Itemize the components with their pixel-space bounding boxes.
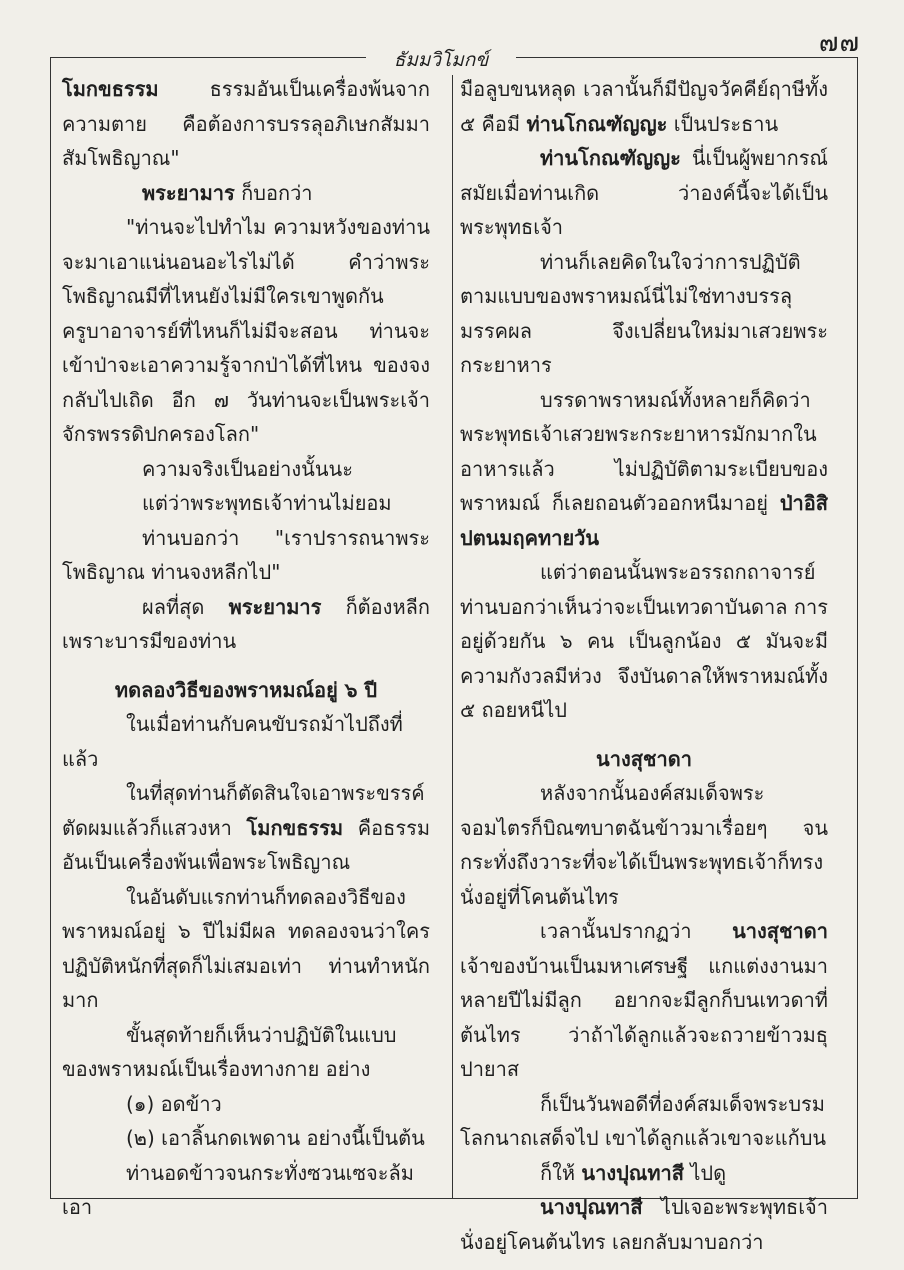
section-heading: นางสุชาดา — [596, 746, 692, 771]
paragraph: แต่ว่าตอนนั้นพระอรรถกถาจารย์ท่านบอกว่าเห็นว่าจะเป็นเทวดาบันดาล การอยู่ด้วยกัน ๖ คน เป็นลูกน้อง ๕ มันจะมีความกังวลมีห่วง จึงบันดาลให้พราหมณ์ทั้ง ๕ ถอยหนีไป — [460, 560, 828, 722]
text: ก็ต้องหลีก เพราะบารมีของท่าน — [62, 594, 430, 653]
paragraph: ความจริงเป็นอย่างนั้นนะ — [142, 456, 353, 481]
bold-term: โมกขธรรม — [246, 815, 344, 840]
text: ไปดู — [683, 1160, 727, 1185]
bold-term: พระยามาร — [228, 594, 322, 619]
paragraph: ก็เป็นวันพอดีที่องค์สมเด็จพระบรมโลกนาถเสด็จไป เขาได้ลูกแล้วเขาจะแก้บน — [460, 1091, 827, 1150]
text: นี่เป็นผู้พยากรณ์สมัยเมื่อท่านเกิด ว่าองค์นี้จะได้เป็นพระพุทธเจ้า — [460, 146, 828, 239]
text: เป็นประธาน — [667, 111, 779, 136]
bold-term: ท่านโกณฑัญญะ — [540, 146, 681, 170]
paragraph: ขั้นสุดท้ายก็เห็นว่าปฏิบัติในแบบของพราหมณ์เป็นเรื่องทางกาย อย่าง — [62, 1022, 397, 1081]
list-item: (๑) อดข้าว — [126, 1091, 222, 1116]
text: คือธรรมอันเป็นเครื่องพ้นเพื่อพระโพธิญาณ — [62, 815, 431, 874]
paragraph: ท่านบอกว่า "เราปรารถนาพระโพธิญาณ ท่านจงหลีกไป" — [62, 525, 430, 584]
bold-term: พระยามาร — [142, 180, 235, 205]
text: ไปเจอะพระพุทธเจ้านั่งอยู่โคนต้นไทร เลยกลับมาบอกว่า — [460, 1195, 828, 1254]
paragraph — [460, 383, 828, 556]
bold-term: ป่าอิสิปตนมฤคทายวัน — [460, 491, 828, 550]
paragraph — [62, 776, 430, 880]
text: ผลที่สุด — [142, 594, 229, 619]
text: เวลานั้นปรากฏว่า — [540, 919, 733, 943]
bold-term: นางปุณทาสี — [581, 1160, 684, 1185]
paragraph — [460, 141, 828, 245]
column-divider — [452, 57, 453, 1199]
paragraph: ท่านอดข้าวจนกระทั่งซวนเซจะล้ม เอา — [62, 1160, 414, 1219]
page-number: ๗๗ — [818, 28, 860, 58]
text: เจ้าของบ้านเป็นมหาเศรษฐี แกแต่งงานมาหลายปีไม่มีลูก อยากจะมีลูกก็บนเทวดาที่ต้นไทร ว่าถ้าได้ลูกแล้วจะถวายข้าวมธุปายาส — [460, 953, 828, 1081]
paragraph: ในอันดับแรกท่านก็ทดลองวิธีของพราหมณ์อยู่ ๖ ปีไม่มีผล ทดลองจนว่าใครปฏิบัติหนักที่สุดก็ไม่เสมอเท่า ท่านทำหนักมาก — [62, 884, 430, 1012]
left-column — [62, 72, 430, 1225]
paragraph: ในเมื่อท่านกับคนขับรถม้าไปถึงที่แล้ว — [62, 712, 403, 771]
running-header-title: ธัมมวิโมกข์ — [366, 45, 516, 75]
bold-term: ท่านโกณฑัญญะ — [526, 111, 668, 136]
paragraph — [460, 1156, 828, 1191]
paragraph: ท่านก็เลยคิดในใจว่าการปฏิบัติตามแบบของพราหมณ์นี่ไม่ใช่ทางบรรลุมรรคผล จึงเปลี่ยนใหม่มาเสวยพระกระยาหาร — [460, 249, 828, 377]
list-item: (๒) เอาลิ้นกดเพดาน อย่างนี้เป็นต้น — [126, 1126, 425, 1150]
paragraph — [62, 72, 430, 176]
text: ก็ให้ — [540, 1160, 582, 1185]
right-column — [460, 72, 828, 1259]
text: ในที่สุดท่านก็ตัดสินใจเอาพระขรรค์ตัดผมแล้วก็แสวงหา — [62, 781, 425, 840]
paragraph — [460, 914, 828, 1087]
text: มือลูบขนหลุด เวลานั้นก็มีปัญจวัคคีย์ฤาษีทั้ง ๕ คือมี — [460, 77, 828, 136]
bold-term: นางสุชาดา — [732, 919, 828, 943]
bold-term: โมกขธรรม — [62, 77, 159, 101]
bold-term: นางปุณทาสี — [540, 1195, 643, 1219]
paragraph: "ท่านจะไปทำไม ความหวังของท่านจะมาเอาแน่นอนอะไรไม่ได้ คำว่าพระโพธิญาณมีที่ไหนยังไม่มีใครเขาพูดกัน ครูบาอาจารย์ที่ไหนก็ไม่มีจะสอน ท่านจะเข้าป่าจะเอาความรู้จากป่าได้ที่ไหน ของจงกลับไปเถิด อีก ๗ วันท่านจะเป็นพระเจ้าจักรพรรดิปกครองโลก" — [62, 215, 430, 446]
text: ก็บอกว่า — [234, 180, 313, 205]
section-heading: ทดลองวิธีของพราหมณ์อยู่ ๖ ปี — [114, 677, 378, 702]
paragraph — [62, 176, 430, 211]
paragraph — [62, 590, 430, 659]
text: บรรดาพราหมณ์ทั้งหลายก็คิดว่าพระพุทธเจ้าเสวยพระกระยาหารมักมากในอาหารแล้ว ไม่ปฏิบัติตามระเบียบของพราหมณ์ ก็เลยถอนตัวออกหนีมาอยู่ — [460, 387, 828, 515]
paragraph: แต่ว่าพระพุทธเจ้าท่านไม่ยอม — [142, 491, 392, 515]
text: ธรรมอันเป็นเครื่องพ้นจากความตาย คือต้องการบรรลุอภิเษกสัมมาสัมโพธิญาณ" — [62, 77, 430, 170]
paragraph — [460, 72, 828, 141]
paragraph: หลังจากนั้นองค์สมเด็จพระจอมไตรก็บิณฑบาตฉันข้าวมาเรื่อยๆ จนกระทั่งถึงวาระที่จะได้เป็นพระพุทธเจ้าก็ทรงนั่งอยู่ที่โคนต้นไทร — [460, 781, 828, 909]
paragraph — [460, 1190, 828, 1259]
